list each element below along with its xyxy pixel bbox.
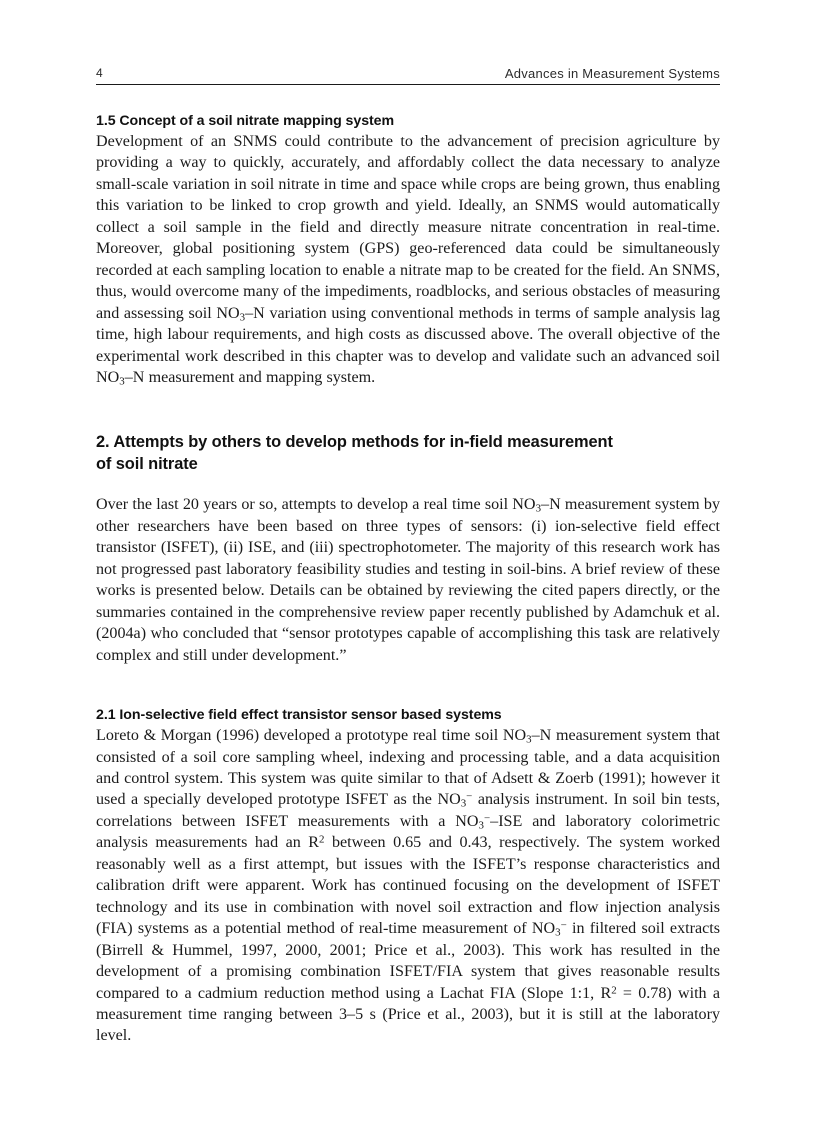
spacer	[96, 666, 720, 706]
paragraph-text-part: –N measurement and mapping system.	[124, 368, 376, 386]
page-content	[96, 112, 720, 1047]
subscript-3: 3	[555, 926, 561, 939]
superscript-minus: −	[483, 812, 491, 825]
page-number: 4	[96, 66, 103, 80]
spacer	[96, 388, 720, 432]
paragraph-text-part: –N measurement system that consisted of a soil core sampling wheel, indexing and processing table, and a data acquisition and control system. This system was quite similar to that of Adsett & Zoerb (1991); however it used a specially developed prototype ISFET as the NO	[96, 727, 721, 809]
paragraph-text-part: –N measurement system by other researchers have been based on three types of sensors: (i) ion-selective field effect transistor (ISFET), (ii) ISE, and (iii) spectrophotometer. The majority of this research work has not progressed past laboratory feasibility studies and testing in soil-bins. A brief review of these works is presented below. Details can be obtained by reviewing the cited papers directly, or the summaries contained in the comprehensive review paper recently published by Adamchuk et al. (2004a) who concluded that “sensor prototypes capable of accomplishing this task are relatively complex and still under development.”	[96, 496, 720, 664]
page-header	[96, 66, 720, 85]
subscript-3: 3	[478, 819, 484, 832]
paragraph-text-part: Over the last 20 years or so, attempts to develop a real time soil NO	[96, 496, 536, 514]
paragraph-text-part: Loreto & Morgan (1996) developed a prototype real time soil NO	[96, 727, 527, 745]
superscript-2: 2	[611, 983, 617, 996]
paragraph-section-2	[96, 494, 720, 666]
heading-section-2-line2: of soil nitrate	[96, 454, 198, 473]
superscript-2: 2	[319, 833, 325, 846]
paragraph-section-2-1	[96, 725, 720, 1047]
paragraph-text-part: –N variation using conventional methods in terms of sample analysis lag time, high labour requirements, and high costs as discussed above. The overall objective of the experimental work described in this chapter was to develop and validate such an advanced soil NO	[96, 304, 720, 386]
superscript-minus: −	[466, 790, 473, 803]
subscript-3: 3	[239, 311, 246, 324]
running-title: Advances in Measurement Systems	[504, 66, 720, 81]
subscript-3: 3	[526, 733, 532, 746]
paragraph-text-part: –ISE and laboratory colorimetric analysis measurements had an R	[96, 812, 720, 852]
paragraph-text-part: = 0.78) with a measurement time ranging between 3–5 s (Price et al., 2003), but it is still at the laboratory level.	[96, 984, 720, 1045]
paragraph-text-part: between 0.65 and 0.43, respectively. The system worked reasonably well as a first attempt, but issues with the ISFET’s response characteristics and calibration drift were apparent. Work has continued focusing on the development of ISFET technology and its use in combination with novel soil extraction and flow injection analysis (FIA) systems as a potential method of real-time measurement of NO	[96, 834, 720, 938]
subscript-3: 3	[119, 375, 125, 388]
heading-section-2-line1: 2. Attempts by others to develop methods for in-field measurement	[96, 433, 613, 452]
superscript-minus: −	[560, 919, 567, 932]
heading-section-1-5: 1.5 Concept of a soil nitrate mapping system	[96, 113, 395, 129]
heading-section-2-1: 2.1 Ion-selective field effect transistor sensor based systems	[96, 707, 502, 724]
subscript-3: 3	[460, 797, 467, 810]
paragraph-text-part: analysis instrument. In soil bin tests, correlations between ISFET measurements with a NO	[96, 791, 720, 830]
spacer	[96, 475, 720, 494]
paragraph-section-1-5	[96, 131, 720, 388]
paragraph-text-part: in filtered soil extracts (Birrell & Hummel, 1997, 2000, 2001; Price et al., 2003). This work has resulted in the development of a promising combination ISFET/FIA system that gives reasonable results compared to a cadmium reduction method using a Lachat FIA (Slope 1:1, R	[96, 920, 720, 1002]
paragraph-text-part: Development of an SNMS could contribute to the advancement of precision agriculture by providing a way to quickly, accurately, and affordably collect the data necessary to analyze small-scale variation in soil nitrate in time and space while crops are being grown, thus enabling this variation to be linked to crop growth and yield. Ideally, an SNMS would automatically collect a soil sample in the field and directly measure nitrate concentration in real-time. Moreover, global positioning system (GPS) geo-referenced data could be simultaneously recorded at each sampling location to enable a nitrate map to be created for the field. An SNMS, thus, would overcome many of the impediments, roadblocks, and serious obstacles of measuring and assessing soil NO	[96, 133, 720, 322]
subscript-3: 3	[535, 502, 542, 515]
